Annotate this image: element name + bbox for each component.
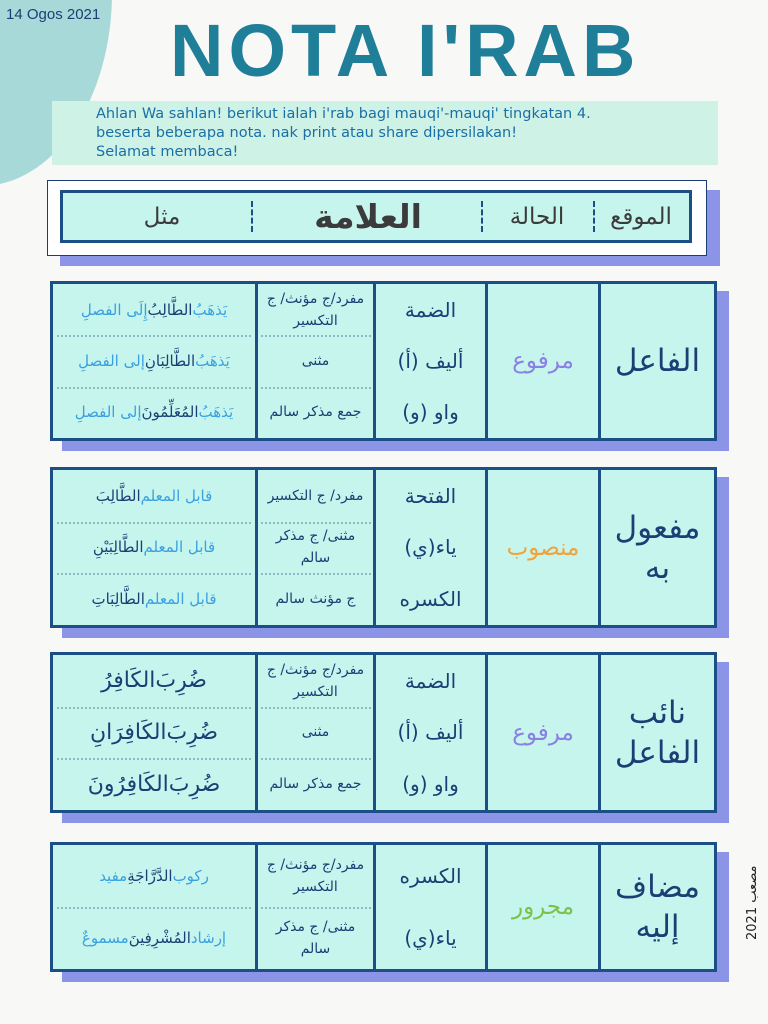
alama-item: الضمة [404, 668, 457, 693]
row-divider [261, 522, 371, 524]
example-prefix: إرشاد [190, 929, 227, 947]
header-divider [593, 201, 595, 232]
mawqi-label: نائب الفاعل [614, 694, 701, 771]
irab-section [50, 467, 717, 628]
example-suffix: إلى الفصلِ [74, 403, 142, 422]
alama-item: ياء(ي) [404, 535, 457, 560]
header-alama: العلامة [314, 197, 422, 236]
example-suffix: مفيد [99, 867, 128, 885]
example-prefix: قابل المعلم [144, 590, 217, 609]
irab-section [50, 652, 717, 813]
example-sentence [53, 655, 255, 707]
alama-item: الكسره [399, 587, 462, 612]
hala-label: منصوب [506, 534, 580, 561]
example-keyword: المُشْرِفِينَ [128, 929, 191, 947]
example-keyword: الطَّالِبَيْنِ [92, 538, 144, 557]
hala-label: مرفوع [512, 719, 574, 746]
noun-type: مثنى [301, 724, 330, 741]
example-keyword: الطَّالِبَانِ [144, 351, 196, 370]
noun-type: مفرد/ج مؤنث/ ج التكسير [266, 857, 365, 895]
example-keyword: الكَافِرُونَ [87, 771, 169, 797]
mawqi-label: مضاف إليه [614, 869, 701, 945]
example-prefix: يَذهَبُ [198, 403, 234, 422]
hala-label: مجرور [511, 894, 575, 920]
column-header-inner [60, 190, 692, 243]
row-divider [261, 758, 371, 760]
header-mawqi: الموقع [610, 203, 672, 230]
noun-type: ج مؤنث سالم [275, 591, 356, 608]
example-sentence [53, 845, 255, 907]
intro-line: Selamat membaca! [96, 144, 239, 160]
hala-label: مرفوع [512, 348, 574, 374]
noun-type: جمع مذكر سالم [269, 776, 362, 793]
intro-line: beserta beberapa nota. nak print atau share dipersilakan! [96, 125, 518, 141]
alama-item: الكسره [399, 864, 462, 888]
irab-section [50, 842, 717, 972]
example-prefix: قابل المعلم [143, 538, 216, 557]
alama-item: الضمة [404, 297, 457, 322]
row-divider [261, 907, 371, 909]
mawqi-label: مفعول به [614, 509, 701, 586]
noun-type: مثنى/ ج مذكر سالم [275, 919, 356, 957]
example-sentence [53, 470, 255, 522]
example-keyword: الطَّالِبُ [147, 300, 193, 319]
alama-item: واو (و) [402, 400, 459, 425]
example-suffix: إِلَى الفصلِ [80, 300, 148, 319]
noun-type: مفرد/ ج التكسير [267, 487, 364, 504]
irab-section [50, 281, 717, 441]
alama-item: واو (و) [402, 772, 459, 797]
example-sentence [53, 284, 255, 335]
example-suffix: إلى الفصلِ [78, 351, 145, 370]
example-keyword: الطَّالِبَ [95, 486, 141, 505]
intro-line: Ahlan Wa sahlan! berikut ialah i'rab bagi mauqi'-mauqi' tingkatan 4. [96, 106, 591, 122]
alama-item: أليف (أ) [397, 720, 464, 745]
alama-item: أليف (أ) [397, 348, 464, 373]
alama-item: الفتحة [404, 483, 457, 508]
signature: مصعب 2021 [745, 865, 760, 940]
example-prefix: يَذهَبُ [192, 300, 228, 319]
example-keyword: الدَّرَّاجَةِ [127, 867, 173, 885]
example-prefix: ضُرِبَ [168, 771, 221, 797]
example-prefix: ضُرِبَ [155, 668, 207, 694]
row-divider [261, 387, 371, 389]
example-keyword: المُعَلِّمُونَ [141, 403, 199, 422]
example-sentence [53, 387, 255, 438]
row-divider [261, 335, 371, 337]
example-suffix: مسموعٌ [81, 929, 129, 947]
date-label: 14 Ogos 2021 [6, 6, 101, 23]
example-sentence [53, 335, 255, 386]
row-divider [261, 707, 371, 709]
noun-type: مثنى/ ج مذكر سالم [275, 528, 356, 567]
header-hala: الحالة [509, 203, 565, 230]
row-divider [261, 573, 371, 575]
example-sentence [53, 707, 255, 759]
page-title: NOTA I'RAB [170, 9, 641, 92]
noun-type: مفرد/ج مؤنث/ ج التكسير [266, 661, 365, 700]
example-sentence [53, 522, 255, 574]
example-prefix: ركوب [172, 867, 209, 885]
example-keyword: الكَافِرَانِ [89, 719, 167, 745]
header-mithal: مثل [143, 203, 181, 230]
example-sentence [53, 907, 255, 969]
noun-type: مفرد/ج مؤنث/ ج التكسير [266, 290, 365, 329]
header-divider [481, 201, 483, 232]
example-sentence [53, 758, 255, 810]
intro-box [52, 101, 718, 165]
alama-item: ياء(ي) [404, 926, 457, 950]
example-sentence [53, 573, 255, 625]
noun-type: جمع مذكر سالم [269, 404, 362, 421]
header-divider [251, 201, 253, 232]
example-keyword: الطَّالِبَاتِ [91, 590, 145, 609]
example-prefix: ضُرِبَ [166, 719, 219, 745]
example-prefix: قابل المعلم [140, 486, 213, 505]
column-header [47, 180, 707, 256]
noun-type: مثنى [301, 352, 330, 369]
example-keyword: الكَافِرُ [101, 668, 156, 694]
mawqi-label: الفاعل [614, 343, 701, 379]
example-prefix: يَذهَبُ [195, 351, 230, 370]
